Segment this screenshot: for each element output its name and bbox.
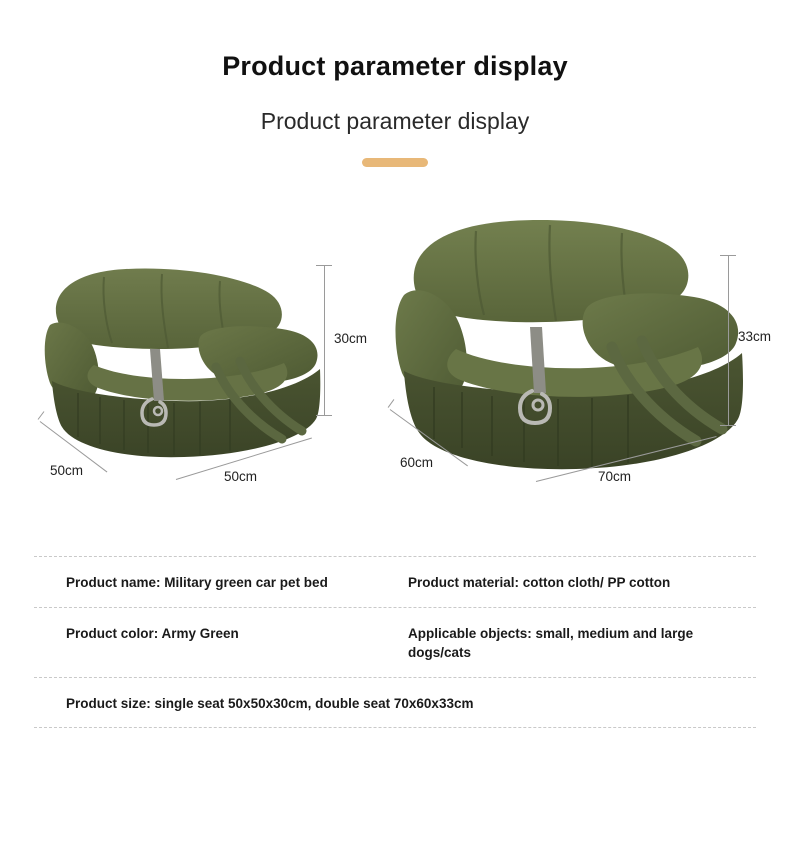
spec-product-material: Product material: cotton cloth/ PP cotton — [408, 575, 671, 590]
double-seat-figure — [380, 199, 775, 491]
dim-label-height-large: 33cm — [738, 328, 772, 344]
spec-row — [34, 677, 756, 729]
dim-cap-top-large — [720, 255, 736, 256]
dim-label-width-large: 70cm — [598, 468, 632, 484]
dim-label-height-small: 30cm — [334, 330, 368, 346]
dim-line-height-small — [324, 265, 325, 415]
single-seat-illustration — [34, 241, 344, 491]
spec-row — [34, 556, 756, 607]
dim-label-width-small: 50cm — [224, 468, 258, 484]
product-illustrations — [0, 189, 790, 509]
dim-label-depth-large: 60cm — [400, 454, 434, 470]
page-header — [0, 0, 790, 167]
spec-applicable-objects: Applicable objects: small, medium and large dogs/cats — [408, 625, 694, 661]
dim-line-height-large — [728, 255, 729, 425]
spec-table — [34, 556, 756, 728]
dim-cap-bottom-small — [316, 415, 332, 416]
dim-label-depth-small: 50cm — [50, 462, 84, 478]
spec-row — [34, 607, 756, 677]
double-seat-illustration — [380, 199, 775, 491]
dim-cap-bottom-large — [720, 425, 736, 426]
spec-product-name: Product name: Military green car pet bed — [66, 575, 328, 590]
page-subtitle: Product parameter display — [260, 108, 530, 135]
dim-cap-top-small — [316, 265, 332, 266]
single-seat-figure — [34, 241, 368, 491]
spec-product-size: Product size: single seat 50x50x30cm, double seat 70x60x33cm — [66, 695, 474, 711]
page-title: Product parameter display — [222, 51, 568, 81]
spec-product-color: Product color: Army Green — [66, 625, 239, 641]
accent-divider — [362, 158, 428, 167]
